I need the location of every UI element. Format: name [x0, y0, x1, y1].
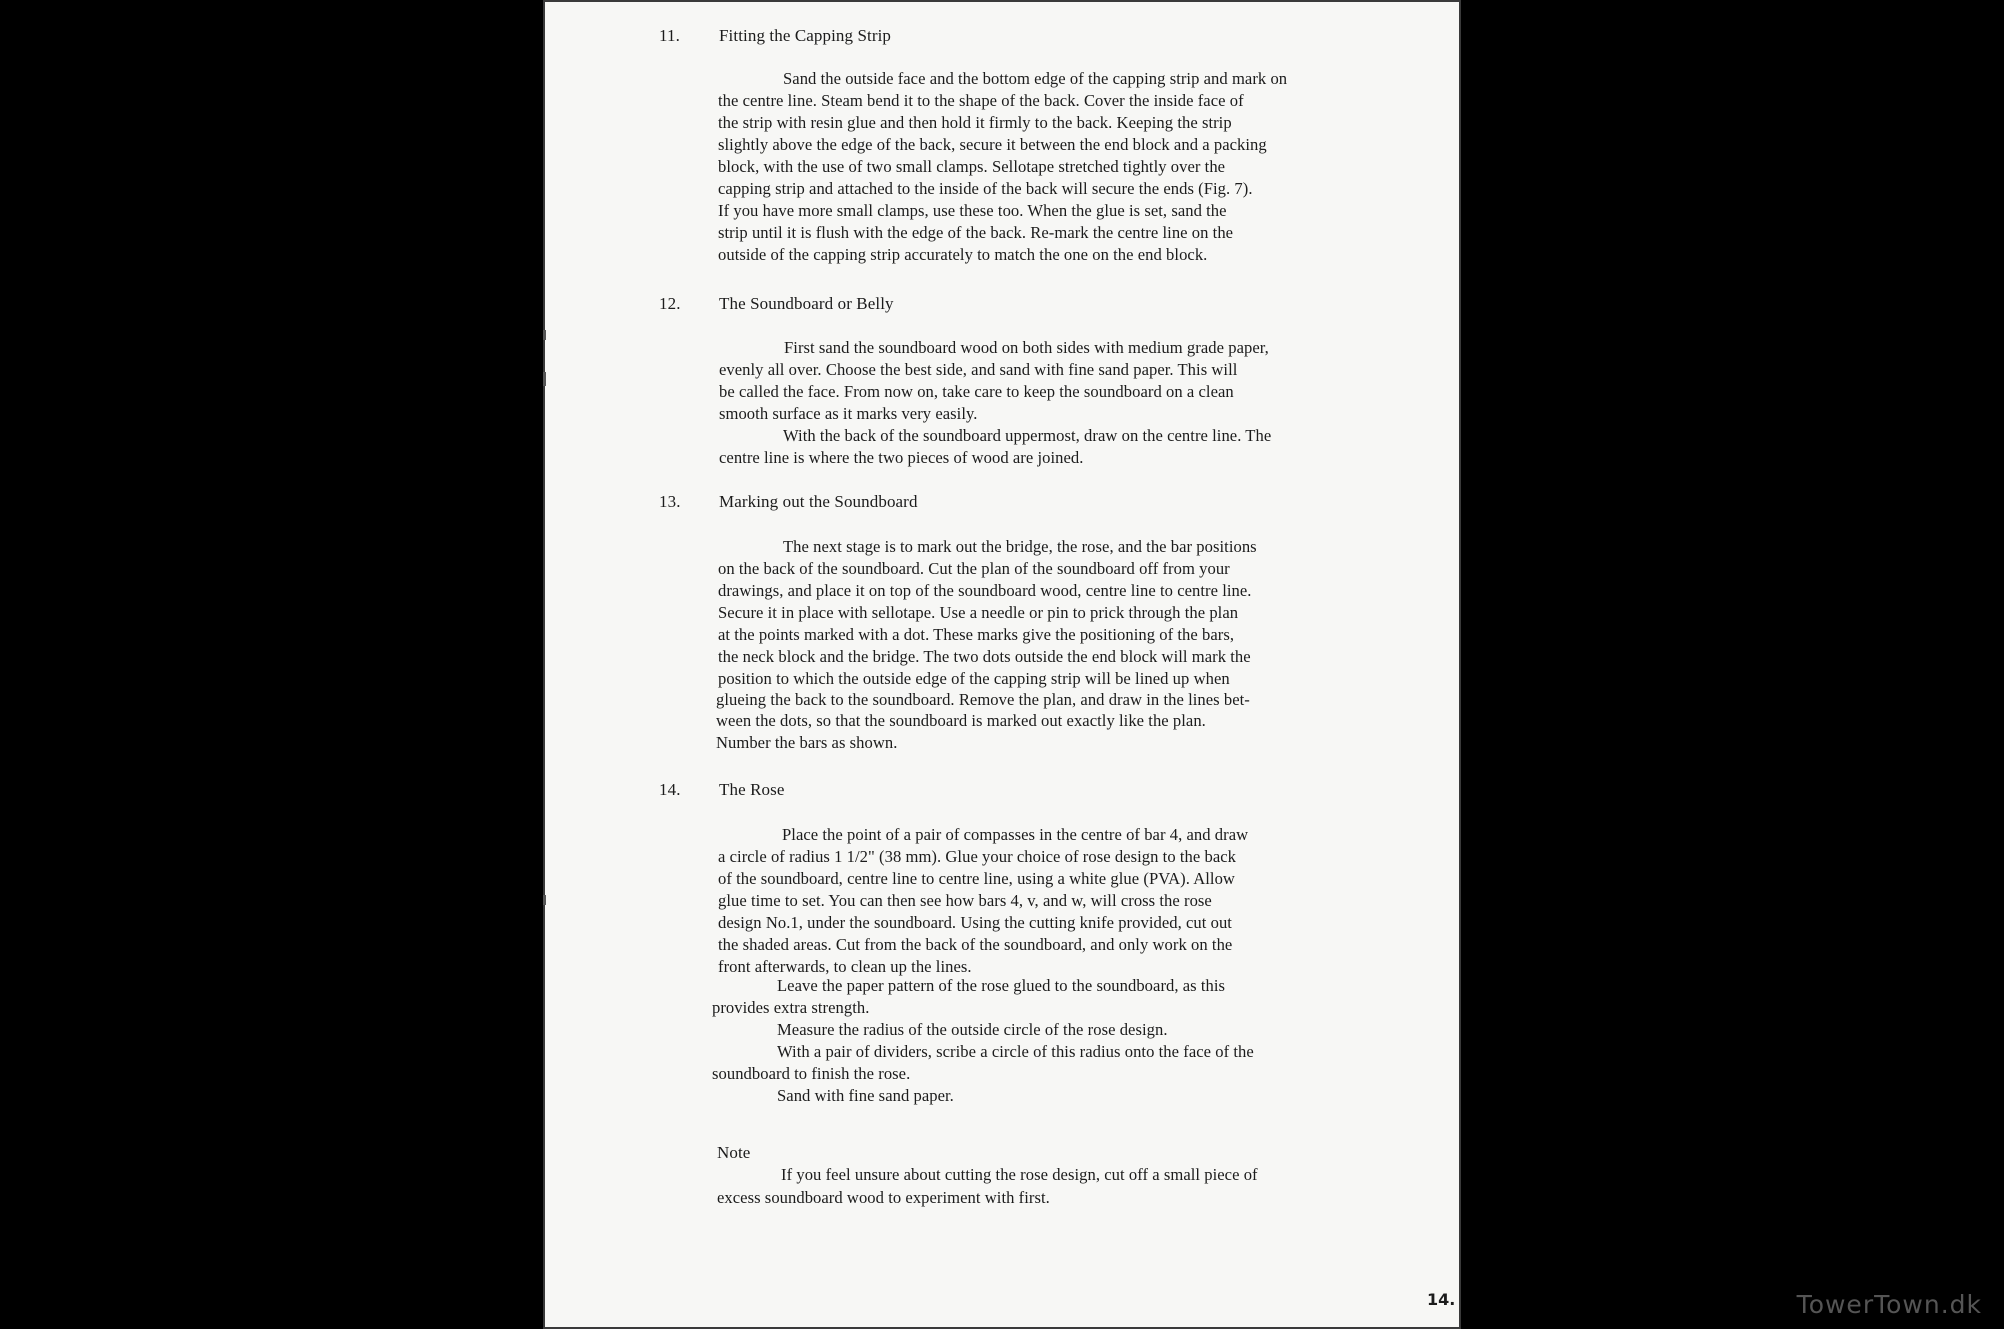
section-number: 12. [659, 294, 681, 313]
paragraph-line: centre line is where the two pieces of wood are joined. [719, 448, 1084, 467]
paragraph-line: If you have more small clamps, use these too. When the glue is set, sand the [718, 201, 1227, 220]
section-title: The Rose [719, 780, 785, 799]
paragraph-line: front afterwards, to clean up the lines. [718, 957, 972, 976]
paragraph-line: Measure the radius of the outside circle of the rose design. [777, 1020, 1168, 1039]
paragraph-line: smooth surface as it marks very easily. [719, 404, 978, 423]
note-line: excess soundboard wood to experiment with first. [717, 1188, 1050, 1207]
paragraph-line: evenly all over. Choose the best side, and sand with fine sand paper. This will [719, 360, 1238, 379]
note-heading [717, 1143, 750, 1163]
paragraph-line: design No.1, under the soundboard. Using the cutting knife provided, cut out [718, 913, 1232, 932]
paragraph-line: Secure it in place with sellotape. Use a needle or pin to prick through the plan [718, 603, 1239, 622]
paragraph-line: provides extra strength. [712, 998, 870, 1017]
paragraph-line: soundboard to finish the rose. [712, 1064, 911, 1083]
note-title: Note [717, 1143, 751, 1162]
paragraph-line: glue time to set. You can then see how bars 4, v, and w, will cross the rose [718, 891, 1212, 910]
paragraph-line: Number the bars as shown. [716, 733, 898, 752]
paragraph-line: First sand the soundboard wood on both sides with medium grade paper, [784, 338, 1269, 357]
paragraph-line: strip until it is flush with the edge of the back. Re-mark the centre line on the [718, 223, 1234, 242]
paragraph-line: of the soundboard, centre line to centre line, using a white glue (PVA). Allow [718, 869, 1235, 888]
document-page [543, 0, 1461, 1329]
scan-speck [543, 330, 546, 340]
scan-speck [543, 895, 546, 905]
paragraph-line: Sand with fine sand paper. [777, 1086, 954, 1105]
paragraph-line: the neck block and the bridge. The two dots outside the end block will mark the [718, 647, 1251, 666]
paragraph-line: glueing the back to the soundboard. Remove the plan, and draw in the lines bet- [716, 690, 1250, 709]
paragraph-line: outside of the capping strip accurately to match the one on the end block. [718, 245, 1208, 264]
page-number: 14. [1427, 1290, 1456, 1309]
section-number: 13. [659, 492, 681, 511]
paragraph-line: Place the point of a pair of compasses in the centre of bar 4, and draw [782, 825, 1249, 844]
paragraph-line: be called the face. From now on, take care to keep the soundboard on a clean [719, 382, 1234, 401]
section-title: The Soundboard or Belly [719, 294, 894, 313]
paragraph-line: The next stage is to mark out the bridge, the rose, and the bar positions [783, 537, 1257, 556]
paragraph-line: capping strip and attached to the inside of the back will secure the ends (Fig. 7). [718, 179, 1253, 198]
paragraph-line: drawings, and place it on top of the soundboard wood, centre line to centre line. [718, 581, 1252, 600]
scan-speck [543, 372, 546, 386]
paragraph-line: the centre line. Steam bend it to the shape of the back. Cover the inside face of [718, 91, 1244, 110]
paragraph-line: With a pair of dividers, scribe a circle of this radius onto the face of the [777, 1042, 1254, 1061]
paragraph-line: the strip with resin glue and then hold it firmly to the back. Keeping the strip [718, 113, 1232, 132]
section-number: 11. [659, 26, 680, 45]
section-title: Fitting the Capping Strip [719, 26, 892, 45]
paragraph-line: position to which the outside edge of the capping strip will be lined up when [718, 669, 1230, 688]
paragraph-line: block, with the use of two small clamps. Sellotape stretched tightly over the [718, 157, 1226, 176]
paragraph-line: With the back of the soundboard uppermost, draw on the centre line. The [783, 426, 1272, 445]
paragraph-line: a circle of radius 1 1/2" (38 mm). Glue your choice of rose design to the back [718, 847, 1237, 866]
watermark: TowerTown.dk [1796, 1290, 1982, 1319]
paragraph-line: Sand the outside face and the bottom edge of the capping strip and mark on [783, 69, 1288, 88]
paragraph-line: slightly above the edge of the back, secure it between the end block and a packing [718, 135, 1267, 154]
paragraph-line: Leave the paper pattern of the rose glued to the soundboard, as this [777, 976, 1226, 995]
section-number: 14. [659, 780, 681, 799]
note-line: If you feel unsure about cutting the rose design, cut off a small piece of [781, 1165, 1258, 1184]
paragraph-line: ween the dots, so that the soundboard is marked out exactly like the plan. [716, 711, 1206, 730]
paragraph-line: the shaded areas. Cut from the back of the soundboard, and only work on the [718, 935, 1233, 954]
section-title: Marking out the Soundboard [719, 492, 918, 511]
paragraph-line: on the back of the soundboard. Cut the plan of the soundboard off from your [718, 559, 1230, 578]
paragraph-line: at the points marked with a dot. These marks give the positioning of the bars, [718, 625, 1235, 644]
